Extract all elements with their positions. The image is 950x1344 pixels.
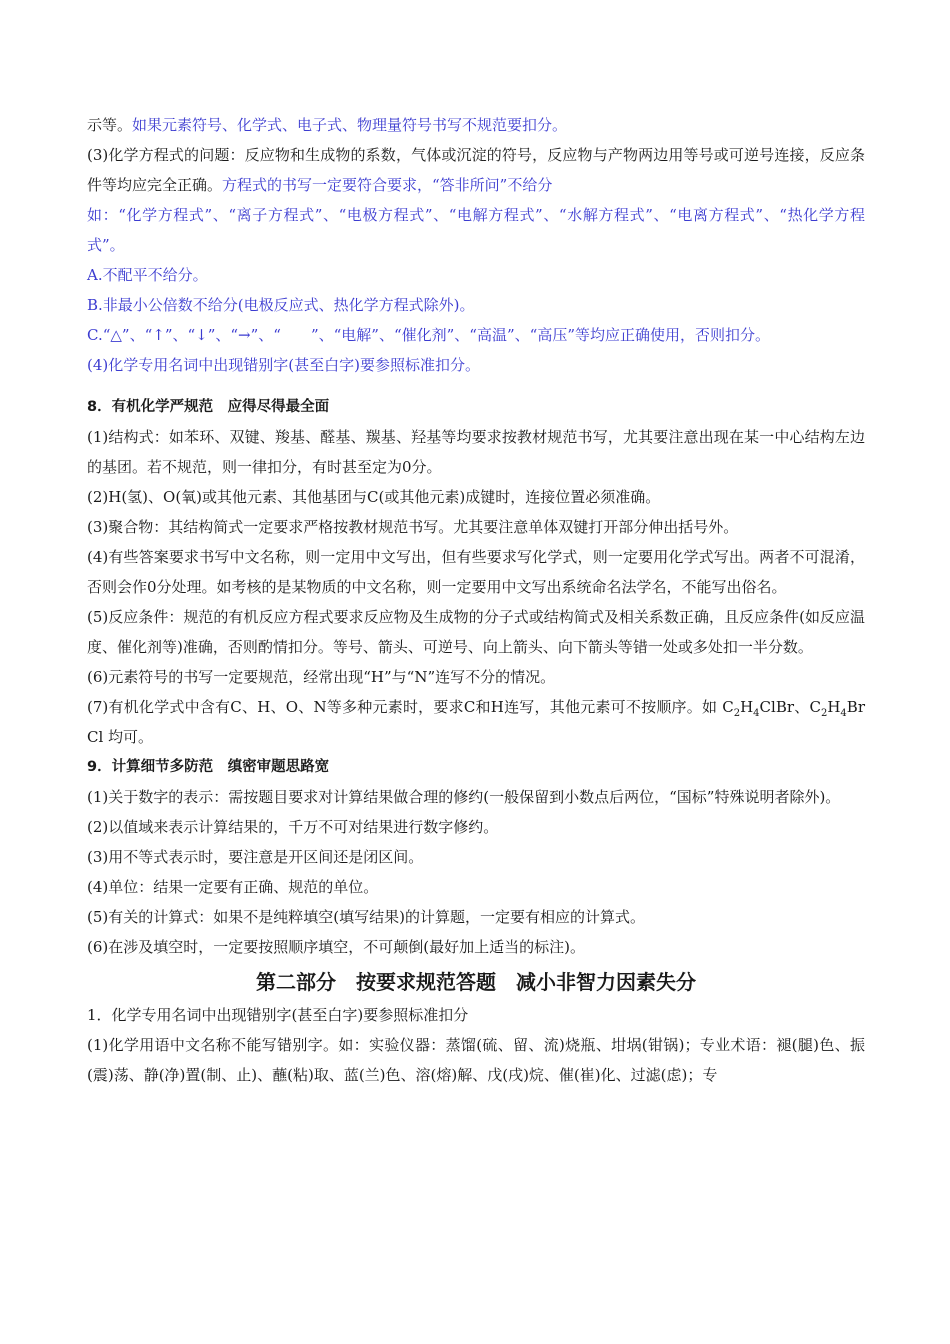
paragraph: (4)单位：结果一定要有正确、规范的单位。 xyxy=(87,878,379,896)
subscript: 4 xyxy=(840,708,847,719)
text: H xyxy=(827,698,841,716)
paragraph: (5)反应条件：规范的有机反应方程式要求反应物及生成物的分子式或结构简式及相关系数正确，且反应条件(如反应温度、催化剂等)准确，否则酌情扣分。等号、箭头、可逆号、向上箭头、向下箭头等错一处或多处扣一半分数。 xyxy=(87,608,865,656)
paragraph: A.不配平不给分。 xyxy=(87,266,208,284)
paragraph: C.“△”、“↑”、“↓”、“→”、“ ”、“电解”、“催化剂”、“高温”、“高压”等均应正确使用，否则扣分。 xyxy=(87,326,770,344)
text: (3)化学方程式的问题：反应物和生成物的系数，气体或沉淀的符号，反应物与产物两边用等号或可逆号连接，反应条件等均应完全正确。 xyxy=(87,146,865,194)
paragraph: (1)关于数字的表示：需按题目要求对计算结果做合理的修约(一般保留到小数点后两位，“国标”特殊说明者除外)。 xyxy=(87,788,841,806)
paragraph: (4)有些答案要求书写中文名称，则一定用中文写出，但有些要求写化学式，则一定要用化学式写出。两者不可混淆，否则会作0分处理。如考核的是某物质的中文名称，则一定要用中文写出系统命名法学名，不能写出俗名。 xyxy=(87,548,865,596)
paragraph xyxy=(87,110,865,140)
subscript: 4 xyxy=(753,708,760,719)
paragraph: (2)H(氢)、O(氧)或其他元素、其他基团与C(或其他元素)成键时，连接位置必须准确。 xyxy=(87,488,661,506)
text: BrCl 均可。 xyxy=(87,698,865,746)
section-heading: 8．有机化学严规范 应得尽得最全面 xyxy=(87,399,330,415)
paragraph: 如：“化学方程式”、“离子方程式”、“电极方程式”、“电解方程式”、“水解方程式”、“电离方程式”、“热化学方程式”。 xyxy=(87,206,865,254)
text: 示等。 xyxy=(87,116,133,134)
paragraph: (4)化学专用名词中出现错别字(甚至白字)要参照标准扣分。 xyxy=(87,356,480,374)
paragraph xyxy=(87,140,865,200)
highlight-text: 如果元素符号、化学式、电子式、物理量符号书写不规范要扣分。 xyxy=(132,116,568,134)
paragraph: (1)化学用语中文名称不能写错别字。如：实验仪器：蒸馏(硫、留、流)烧瓶、坩埚(钳锅)；专业术语：褪(腿)色、振(震)荡、静(净)置(制、止)、蘸(粘)取、蓝(兰)色、溶(熔)解、戊(戌)烷、催(崔)化、过滤(虑)；专 xyxy=(87,1036,865,1084)
paragraph: (6)元素符号的书写一定要规范，经常出现“H”与“N”连写不分的情况。 xyxy=(87,668,556,686)
part-title: 第二部分 按要求规范答题 减小非智力因素失分 xyxy=(256,970,696,994)
section-heading: 1．化学专用名词中出现错别字(甚至白字)要参照标准扣分 xyxy=(87,1006,469,1024)
text: (7)有机化学式中含有C、H、O、N等多种元素时，要求C和H连写，其他元素可不按顺序。如 C xyxy=(87,698,734,716)
subscript: 2 xyxy=(820,708,828,719)
paragraph: (1)结构式：如苯环、双键、羧基、醛基、羰基、羟基等均要求按教材规范书写，尤其要注意出现在某一中心结构左边的基团。若不规范，则一律扣分，有时甚至定为0分。 xyxy=(87,428,865,476)
paragraph: (3)聚合物：其结构简式一定要求严格按教材规范书写。尤其要注意单体双键打开部分伸出括号外。 xyxy=(87,518,739,536)
paragraph: (2)以值域来表示计算结果的，千万不可对结果进行数字修约。 xyxy=(87,818,499,836)
paragraph: B.非最小公倍数不给分(电极反应式、热化学方程式除外)。 xyxy=(87,296,475,314)
subscript: 2 xyxy=(733,708,741,719)
section-heading: 9．计算细节多防范 缜密审题思路宽 xyxy=(87,759,330,775)
paragraph: (6)在涉及填空时，一定要按照顺序填空，不可颠倒(最好加上适当的标注)。 xyxy=(87,938,585,956)
paragraph xyxy=(87,692,865,752)
highlight-text: 方程式的书写一定要符合要求，“答非所问”不给分 xyxy=(222,176,553,194)
document-page xyxy=(87,110,865,1090)
paragraph: (3)用不等式表示时，要注意是开区间还是闭区间。 xyxy=(87,848,424,866)
text: ClBr、C xyxy=(759,698,821,716)
text: H xyxy=(740,698,754,716)
paragraph: (5)有关的计算式：如果不是纯粹填空(填写结果)的计算题，一定要有相应的计算式。 xyxy=(87,908,645,926)
